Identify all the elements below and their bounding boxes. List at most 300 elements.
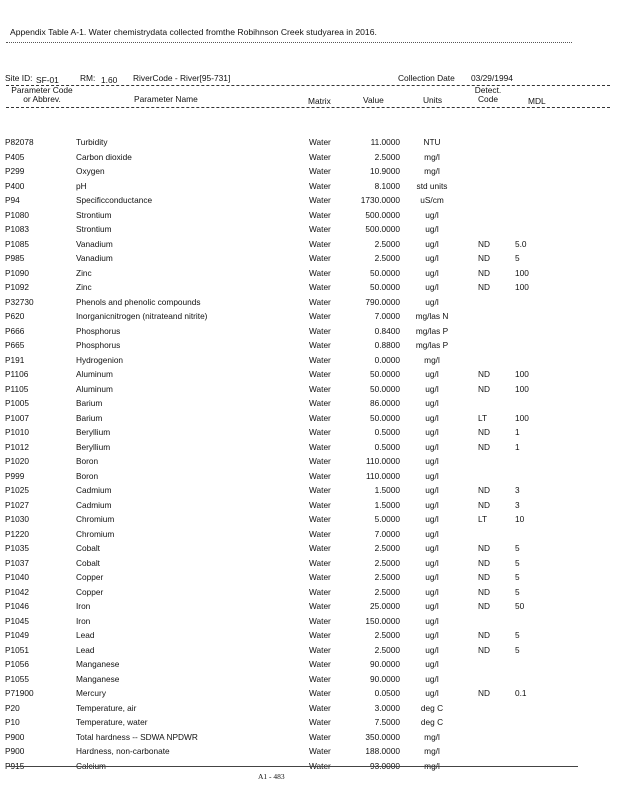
cell-units: deg C	[420, 702, 444, 713]
cell-name: Aluminum	[76, 383, 113, 394]
cell-units: uS/cm	[420, 195, 444, 205]
cell-mdl: 3	[515, 485, 520, 495]
cell-name: Strontium	[76, 224, 112, 234]
cell-code: P666	[5, 325, 25, 336]
cell-code: P1035	[5, 543, 29, 553]
cell-units: mg/l	[424, 354, 440, 365]
cell-matrix: Water	[309, 572, 331, 582]
cell-value: 25.0000	[370, 601, 400, 611]
header-top-rule	[6, 85, 610, 86]
cell-matrix: Water	[309, 166, 331, 176]
cell-code: P1007	[5, 412, 29, 423]
cell-units: ug/l	[425, 369, 439, 379]
cell-code: P1042	[5, 586, 29, 597]
cell-detect: LT	[478, 412, 488, 423]
cell-value: 50.0000	[370, 383, 400, 394]
table-row	[0, 659, 618, 674]
cell-code: P900	[5, 746, 25, 756]
cell-matrix: Water	[309, 456, 331, 466]
document-title: Appendix Table A-1. Water chemistrydata collected fromthe Robihnson Creek studyarea in 2016.	[10, 27, 377, 37]
cell-matrix: Water	[309, 543, 331, 553]
cell-detect: LT	[478, 514, 488, 524]
cell-units: ug/l	[425, 673, 439, 684]
collection-date-value: 03/29/1994	[471, 73, 513, 83]
cell-units: ug/l	[425, 630, 439, 640]
cell-name: Copper	[76, 572, 104, 582]
cell-detect: ND	[478, 253, 490, 263]
cell-value: 7.5000	[374, 717, 400, 727]
table-row	[0, 529, 618, 544]
cell-name: Strontium	[76, 209, 112, 220]
table-row	[0, 442, 618, 457]
cell-units: mg/las N	[415, 311, 449, 321]
cell-name: pH	[76, 180, 87, 191]
cell-units: ug/l	[425, 644, 439, 655]
cell-matrix: Water	[309, 383, 331, 394]
cell-value: 0.8400	[374, 325, 400, 336]
cell-name: Hardness, non-carbonate	[76, 746, 170, 756]
cell-code: P1051	[5, 644, 29, 655]
table-row	[0, 572, 618, 587]
cell-code: P1106	[5, 369, 29, 379]
cell-matrix: Water	[309, 615, 331, 626]
cell-value: 0.0500	[374, 688, 400, 698]
cell-code: P985	[5, 253, 25, 263]
cell-name: Boron	[76, 470, 99, 481]
cell-units: ug/l	[425, 282, 439, 292]
cell-name: Cadmium	[76, 499, 112, 510]
cell-matrix: Water	[309, 514, 331, 524]
cell-name: Beryllium	[76, 441, 111, 452]
cell-detect: ND	[478, 601, 490, 611]
table-row	[0, 616, 618, 631]
cell-value: 0.5000	[374, 441, 400, 452]
cell-value: 3.0000	[374, 702, 400, 713]
cell-units: mg/l	[424, 151, 440, 162]
cell-detect: ND	[478, 688, 490, 698]
cell-value: 188.0000	[365, 746, 400, 756]
cell-code: P1045	[5, 615, 29, 626]
cell-matrix: Water	[309, 688, 331, 698]
cell-value: 7.0000	[374, 528, 400, 539]
cell-value: 1.5000	[374, 485, 400, 495]
cell-units: mg/l	[424, 746, 440, 756]
cell-detect: ND	[478, 282, 490, 292]
cell-name: Phenols and phenolic compounds	[76, 296, 201, 307]
cell-matrix: Water	[309, 499, 331, 510]
cell-units: ug/l	[425, 499, 439, 510]
cell-value: 0.8800	[374, 340, 400, 350]
collection-date-label: Collection Date	[398, 73, 455, 83]
cell-matrix: Water	[309, 427, 331, 437]
cell-matrix: Water	[309, 412, 331, 423]
table-row	[0, 761, 618, 776]
cell-matrix: Water	[309, 340, 331, 350]
cell-units: NTU	[423, 137, 441, 147]
cell-value: 50.0000	[370, 412, 400, 423]
cell-matrix: Water	[309, 746, 331, 756]
cell-name: Chromium	[76, 514, 115, 524]
table-row	[0, 746, 618, 761]
cell-matrix: Water	[309, 325, 331, 336]
cell-value: 2.5000	[374, 557, 400, 568]
cell-units: ug/l	[425, 238, 439, 249]
cell-units: ug/l	[425, 224, 439, 234]
table-row	[0, 398, 618, 413]
cell-detect: ND	[478, 485, 490, 495]
cell-code: P1080	[5, 209, 29, 220]
cell-name: Zinc	[76, 267, 92, 278]
cell-value: 0.0000	[374, 354, 400, 365]
cell-code: P1105	[5, 383, 29, 394]
cell-value: 790.0000	[365, 296, 400, 307]
cell-code: P191	[5, 354, 25, 365]
cell-code: P405	[5, 151, 25, 162]
table-row	[0, 500, 618, 515]
cell-detect: ND	[478, 267, 490, 278]
cell-units: ug/l	[425, 427, 439, 437]
table-row	[0, 413, 618, 428]
cell-name: Lead	[76, 630, 95, 640]
header-param-code-line1: Parameter Code	[11, 85, 73, 95]
table-row	[0, 543, 618, 558]
table-row	[0, 645, 618, 660]
cell-matrix: Water	[309, 151, 331, 162]
cell-units: mg/l	[424, 760, 440, 771]
title-divider	[6, 42, 572, 43]
cell-units: mg/las P	[415, 340, 449, 350]
cell-matrix: Water	[309, 137, 331, 147]
table-row	[0, 674, 618, 689]
table-row	[0, 514, 618, 529]
cell-detect: ND	[478, 557, 490, 568]
table-row	[0, 181, 618, 196]
cell-matrix: Water	[309, 731, 331, 742]
cell-name: Oxygen	[76, 166, 105, 176]
header-value: Value	[363, 95, 384, 105]
cell-matrix: Water	[309, 398, 331, 408]
cell-detect: ND	[478, 383, 490, 394]
table-row	[0, 224, 618, 239]
table-row	[0, 601, 618, 616]
cell-name: Barium	[76, 412, 103, 423]
cell-units: ug/l	[425, 601, 439, 611]
cell-code: P1220	[5, 528, 29, 539]
table-row	[0, 717, 618, 732]
cell-units: ug/l	[425, 441, 439, 452]
cell-mdl: 100	[515, 282, 529, 292]
cell-matrix: Water	[309, 485, 331, 495]
cell-value: 2.5000	[374, 253, 400, 263]
cell-value: 2.5000	[374, 644, 400, 655]
cell-units: std units	[416, 180, 448, 191]
cell-value: 2.5000	[374, 630, 400, 640]
cell-detect: ND	[478, 499, 490, 510]
cell-matrix: Water	[309, 296, 331, 307]
cell-detect: ND	[478, 543, 490, 553]
cell-mdl: 5	[515, 644, 520, 655]
table-row	[0, 587, 618, 602]
table-row	[0, 703, 618, 718]
cell-matrix: Water	[309, 267, 331, 278]
table-row	[0, 210, 618, 225]
cell-units: ug/l	[425, 296, 439, 307]
cell-units: mg/l	[424, 731, 440, 742]
table-row	[0, 558, 618, 573]
cell-units: ug/l	[425, 528, 439, 539]
table-row	[0, 732, 618, 747]
cell-mdl: 100	[515, 267, 529, 278]
cell-value: 110.0000	[366, 470, 400, 481]
table-row	[0, 384, 618, 399]
cell-value: 8.1000	[374, 180, 400, 191]
table-row	[0, 166, 618, 181]
cell-value: 500.0000	[365, 224, 400, 234]
cell-code: P620	[5, 311, 25, 321]
header-units: Units	[423, 95, 443, 105]
cell-code: P915	[5, 760, 25, 771]
cell-matrix: Water	[309, 702, 331, 713]
cell-value: 50.0000	[370, 369, 400, 379]
rm-value: 1.60	[101, 75, 118, 85]
cell-value: 500.0000	[365, 209, 400, 220]
cell-matrix: Water	[309, 586, 331, 597]
cell-units: ug/l	[425, 253, 439, 263]
rm-label: RM:	[80, 73, 96, 83]
cell-matrix: Water	[309, 659, 331, 669]
table-row	[0, 253, 618, 268]
table-row	[0, 355, 618, 370]
cell-value: 90.0000	[370, 673, 400, 684]
cell-matrix: Water	[309, 644, 331, 655]
cell-detect: ND	[478, 427, 490, 437]
header-param-name: Parameter Name	[134, 94, 198, 104]
cell-mdl: 3	[515, 499, 520, 510]
cell-matrix: Water	[309, 195, 331, 205]
table-row	[0, 485, 618, 500]
cell-mdl: 5.0	[515, 238, 527, 249]
cell-name: Mercury	[76, 688, 106, 698]
data-table	[0, 137, 618, 775]
cell-matrix: Water	[309, 209, 331, 220]
cell-units: ug/l	[425, 470, 439, 481]
cell-name: Barium	[76, 398, 103, 408]
cell-units: ug/l	[425, 383, 439, 394]
cell-code: P1020	[5, 456, 29, 466]
cell-value: 50.0000	[370, 267, 400, 278]
cell-code: P32730	[5, 296, 34, 307]
cell-code: P20	[5, 702, 20, 713]
cell-matrix: Water	[309, 311, 331, 321]
cell-mdl: 100	[515, 383, 529, 394]
cell-name: Boron	[76, 456, 99, 466]
table-row	[0, 340, 618, 355]
cell-value: 2.5000	[374, 572, 400, 582]
cell-matrix: Water	[309, 354, 331, 365]
header-detect-line2: Code	[477, 94, 499, 104]
header-bottom-rule	[6, 107, 610, 108]
table-row	[0, 688, 618, 703]
cell-code: P999	[5, 470, 25, 481]
cell-value: 50.0000	[370, 282, 400, 292]
cell-mdl: 1	[515, 427, 520, 437]
cell-name: Cobalt	[76, 557, 100, 568]
cell-code: P1040	[5, 572, 29, 582]
cell-matrix: Water	[309, 557, 331, 568]
cell-units: ug/l	[425, 412, 439, 423]
cell-code: P1055	[5, 673, 29, 684]
cell-name: Copper	[76, 586, 104, 597]
cell-mdl: 100	[515, 369, 529, 379]
cell-name: Calcium	[76, 760, 106, 771]
cell-name: Total hardness -- SDWA NPDWR	[76, 731, 198, 742]
cell-value: 10.9000	[370, 166, 400, 176]
cell-name: Manganese	[76, 673, 120, 684]
cell-mdl: 5	[515, 572, 520, 582]
table-row	[0, 239, 618, 254]
site-id-label: Site ID:	[5, 73, 33, 83]
cell-units: ug/l	[425, 485, 439, 495]
cell-name: Chromium	[76, 528, 115, 539]
river-code: RiverCode - River[95-731]	[133, 73, 231, 83]
cell-value: 2.5000	[374, 238, 400, 249]
cell-units: ug/l	[425, 557, 439, 568]
cell-mdl: 50	[515, 601, 525, 611]
cell-code: P82078	[5, 137, 34, 147]
cell-value: 1.5000	[374, 499, 400, 510]
cell-code: P1030	[5, 514, 29, 524]
cell-name: Zinc	[76, 282, 92, 292]
cell-matrix: Water	[309, 238, 331, 249]
cell-matrix: Water	[309, 253, 331, 263]
table-row	[0, 297, 618, 312]
cell-name: Iron	[76, 615, 91, 626]
cell-code: P900	[5, 731, 25, 742]
cell-name: Inorganicnitrogen (nitrateand nitrite)	[76, 311, 208, 321]
cell-name: Vanadium	[76, 238, 113, 249]
cell-matrix: Water	[309, 441, 331, 452]
cell-detect: ND	[478, 644, 490, 655]
header-detect-line1: Detect.	[474, 85, 502, 95]
cell-name: Phosphorus	[76, 340, 121, 350]
cell-units: ug/l	[425, 543, 439, 553]
cell-value: 5.0000	[374, 514, 400, 524]
cell-code: P1049	[5, 630, 29, 640]
cell-mdl: 10	[515, 514, 525, 524]
cell-value: 2.5000	[374, 586, 400, 597]
table-row	[0, 326, 618, 341]
cell-code: P400	[5, 180, 25, 191]
cell-code: P10	[5, 717, 20, 727]
cell-mdl: 1	[515, 441, 520, 452]
cell-matrix: Water	[309, 760, 331, 771]
header-mdl: MDL	[528, 96, 546, 106]
table-row	[0, 427, 618, 442]
cell-detect: ND	[478, 572, 490, 582]
cell-matrix: Water	[309, 369, 331, 379]
cell-value: 7.0000	[374, 311, 400, 321]
cell-units: mg/l	[424, 166, 440, 176]
cell-code: P1010	[5, 427, 29, 437]
cell-code: P1025	[5, 485, 29, 495]
cell-detect: ND	[478, 369, 490, 379]
cell-name: Vanadium	[76, 253, 113, 263]
cell-code: P299	[5, 166, 25, 176]
cell-mdl: 0.1	[515, 688, 527, 698]
cell-units: ug/l	[425, 572, 439, 582]
cell-value: 0.5000	[374, 427, 400, 437]
header-param-code-line2: or Abbrev.	[23, 94, 61, 104]
cell-name: Cadmium	[76, 485, 112, 495]
cell-mdl: 5	[515, 630, 520, 640]
cell-name: Hydrogenion	[76, 354, 124, 365]
cell-units: ug/l	[425, 398, 439, 408]
table-row	[0, 369, 618, 384]
cell-detect: ND	[478, 630, 490, 640]
cell-code: P665	[5, 340, 25, 350]
cell-name: Temperature, air	[76, 702, 137, 713]
cell-value: 150.0000	[365, 615, 400, 626]
cell-units: mg/las P	[415, 325, 449, 336]
cell-code: P1056	[5, 659, 29, 669]
table-row	[0, 152, 618, 167]
cell-code: P1085	[5, 238, 29, 249]
site-id-value: SF-01	[36, 75, 59, 85]
cell-units: ug/l	[425, 209, 439, 220]
cell-code: P1046	[5, 601, 29, 611]
header-detect-code	[470, 86, 506, 104]
cell-value: 86.0000	[370, 398, 400, 408]
cell-units: ug/l	[425, 267, 439, 278]
cell-detect: ND	[478, 238, 490, 249]
table-row	[0, 282, 618, 297]
cell-code: P1090	[5, 267, 29, 278]
cell-matrix: Water	[309, 470, 331, 481]
cell-matrix: Water	[309, 180, 331, 191]
header-matrix: Matrix	[308, 96, 331, 106]
table-row	[0, 630, 618, 645]
cell-value: 2.5000	[374, 151, 400, 162]
cell-code: P1083	[5, 224, 29, 234]
table-row	[0, 268, 618, 283]
footer-rule	[6, 766, 578, 767]
cell-name: Specificconductance	[76, 195, 153, 205]
cell-code: P94	[5, 195, 20, 205]
table-row	[0, 137, 618, 152]
table-row	[0, 456, 618, 471]
cell-name: Aluminum	[76, 369, 113, 379]
cell-matrix: Water	[309, 282, 331, 292]
cell-units: ug/l	[425, 688, 439, 698]
cell-units: ug/l	[425, 586, 439, 597]
cell-name: Beryllium	[76, 427, 111, 437]
cell-value: 93.0000	[370, 760, 400, 771]
cell-matrix: Water	[309, 717, 331, 727]
cell-matrix: Water	[309, 630, 331, 640]
cell-value: 90.0000	[370, 659, 400, 669]
table-row	[0, 311, 618, 326]
cell-mdl: 5	[515, 557, 520, 568]
cell-code: P1012	[5, 441, 29, 452]
cell-mdl: 5	[515, 253, 520, 263]
cell-name: Manganese	[76, 659, 120, 669]
cell-code: P1037	[5, 557, 29, 568]
cell-matrix: Water	[309, 528, 331, 539]
cell-code: P1005	[5, 398, 29, 408]
cell-value: 11.0000	[370, 137, 400, 147]
cell-units: ug/l	[425, 659, 439, 669]
cell-code: P1092	[5, 282, 29, 292]
